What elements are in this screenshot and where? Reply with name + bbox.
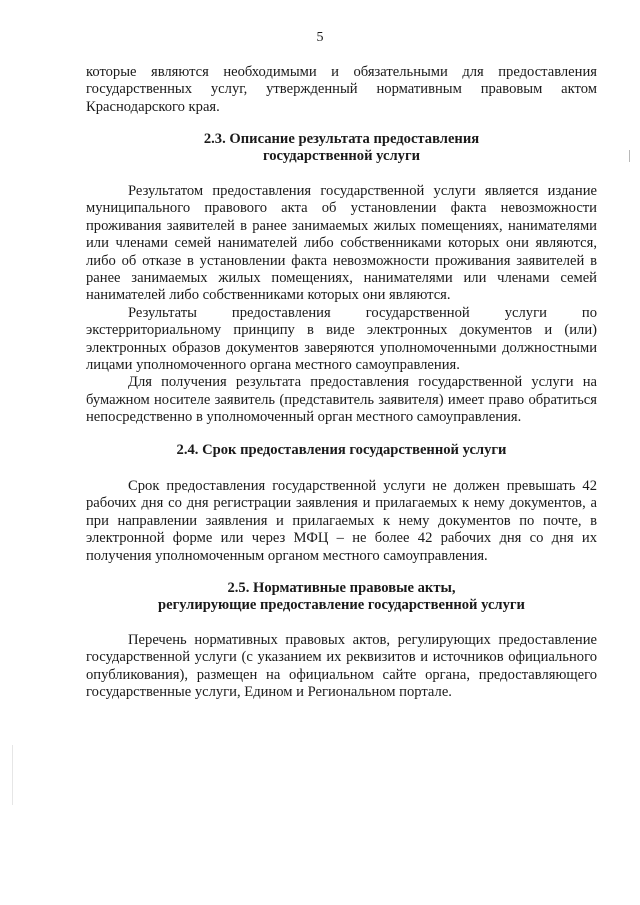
section-2-5-paragraph-1: Перечень нормативных правовых актов, регулирующих предоставление государственной услуги (с указанием их реквизитов и источников официального опубликования), размещен на официальном сайте органа, предоставляющего государственные услуги, Едином и Региональном портале. (86, 632, 597, 701)
section-2-4-heading: 2.4. Срок предоставления государственной услуги (176, 442, 507, 458)
section-2-5-heading-block (86, 580, 597, 615)
section-2-5-heading (86, 580, 597, 615)
intro-continuation-block (86, 64, 597, 116)
section-2-3-paragraph-1: Результатом предоставления государственной услуги является издание муниципального правового акта об установлении факта невозможности проживания заявителей в ранее занимаемых жилых помещениях, нанимателями или членами семей нанимателей либо собственниками которых они являются, либо об отказе в установлении факта невозможности проживания заявителей в ранее занимаемых жилых помещениях, нанимателями или членами семей нанимателей либо собственниками которых они являются. (86, 183, 597, 304)
section-2-3-body (86, 183, 597, 427)
section-2-3-paragraph-2: Результаты предоставления государственной услуги по экстерриториальному принципу в виде электронных документов и (или) электронных образов документов заверяются уполномоченными должностными лицами уполномоченного органа местного самоуправления. (86, 304, 597, 374)
section-2-3-heading (86, 131, 597, 166)
intro-continuation-paragraph: которые являются необходимыми и обязательными для предоставления государственных услуг, утвержденный нормативным правовым актом Краснодарского края. (86, 64, 597, 115)
section-2-3-heading-line2: государственной услуги (262, 148, 421, 165)
section-2-4-paragraph-1: Срок предоставления государственной услуги не должен превышать 42 рабочих дня со дня регистрации заявления и прилагаемых к нему документов, а при направлении заявления и прилагаемых к нему документов по почте, в электронной форме или через МФЦ – не более 42 рабочих дня со дня их получения уполномоченным органом местного самоуправления. (86, 478, 597, 564)
page-number: 5 (316, 30, 324, 45)
section-2-4-heading-block (86, 442, 597, 459)
section-2-3-paragraph-3: Для получения результата предоставления государственной услуги на бумажном носителе заявитель (представитель заявителя) имеет право обратиться непосредственно в уполномоченный орган местного самоуправления. (86, 374, 597, 426)
scan-artifact-mark (12, 745, 13, 805)
scan-artifact-mark (629, 150, 630, 162)
section-2-5-body (86, 632, 597, 702)
section-2-3-heading-line1: 2.3. Описание результата предоставления (203, 131, 480, 147)
section-2-5-heading-line2: регулирующие предоставление государственной услуги (158, 597, 525, 614)
section-2-4-body (86, 478, 597, 565)
section-2-3-heading-block (86, 131, 597, 166)
section-2-5-heading-line1: 2.5. Нормативные правовые акты, (227, 580, 456, 596)
